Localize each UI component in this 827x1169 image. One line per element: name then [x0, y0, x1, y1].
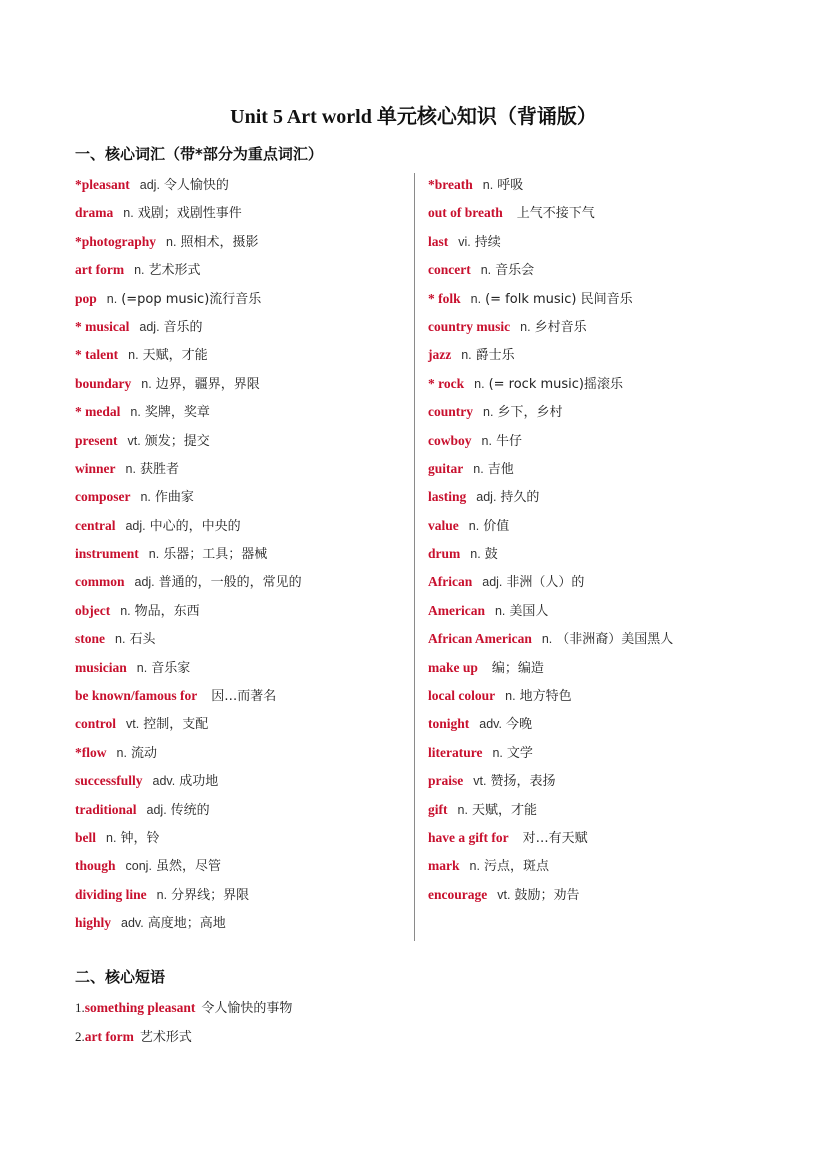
vocab-entry: [75, 485, 405, 513]
vocab-meaning: 乡下，乡村: [497, 405, 563, 421]
vocab-meaning: 奖牌，奖章: [144, 405, 210, 421]
vocab-word: * rock: [428, 375, 465, 391]
vocab-part-of-speech: n.: [106, 830, 117, 845]
vocab-word: object: [75, 602, 111, 618]
vocab-meaning: 令人愉快的: [163, 178, 229, 193]
vocab-entry: [428, 741, 758, 769]
vocab-entry: [428, 883, 758, 911]
vocab-meaning: 颁发；提交: [144, 433, 210, 449]
vocab-entry: [428, 712, 758, 740]
vocab-entry: [75, 343, 405, 371]
vocab-meaning: 高度地；高地: [147, 916, 226, 932]
vocab-meaning: 非洲（人）的: [506, 575, 585, 591]
vocab-meaning: 对…有天赋: [522, 830, 588, 846]
vocab-word: literature: [428, 744, 483, 760]
vocab-part-of-speech: vt.: [127, 433, 141, 448]
vocab-word: bell: [75, 829, 97, 845]
vocab-part-of-speech: adj.: [134, 575, 155, 590]
vocab-part-of-speech: vi.: [458, 234, 471, 249]
vocab-meaning: （非洲裔）美国黑人: [556, 632, 674, 648]
vocab-entry: [428, 457, 758, 485]
vocab-meaning: 照相术，摄影: [180, 234, 259, 250]
vocab-entry: [75, 230, 405, 258]
vocab-part-of-speech: n.: [457, 802, 468, 817]
vocab-entry: [428, 372, 758, 400]
vocab-entry: [75, 429, 405, 457]
vocab-meaning: 音乐会: [495, 263, 535, 279]
vocab-meaning: 乐器；工具；器械: [163, 547, 268, 563]
vocab-word: instrument: [75, 546, 139, 562]
vocab-word: control: [75, 716, 116, 732]
vocab-part-of-speech: n.: [469, 859, 480, 874]
vocab-meaning: 艺术形式: [148, 263, 201, 279]
column-divider: [414, 173, 415, 941]
vocab-word: value: [428, 517, 459, 533]
vocab-entry: [428, 258, 758, 286]
vocab-entry: [75, 627, 405, 655]
vocab-word: winner: [75, 460, 116, 476]
vocab-meaning: 虽然，尽管: [155, 859, 221, 875]
vocab-part-of-speech: vt.: [497, 887, 511, 902]
vocab-meaning: 音乐的: [163, 319, 203, 335]
vocab-entry: [75, 201, 405, 229]
vocab-part-of-speech: n.: [494, 603, 506, 618]
vocab-part-of-speech: n.: [483, 405, 494, 420]
vocab-meaning: 普通的，一般的，常见的: [158, 575, 302, 591]
vocab-word: though: [75, 858, 116, 874]
vocab-meaning: 音乐家: [151, 660, 191, 676]
vocab-part-of-speech: n.: [461, 348, 472, 363]
vocab-part-of-speech: n.: [482, 178, 494, 192]
vocab-part-of-speech: n.: [123, 206, 134, 221]
vocab-meaning: 文学: [506, 745, 533, 761]
vocab-entry: [75, 315, 405, 343]
vocab-part-of-speech: adj.: [125, 518, 146, 533]
vocab-entry: [428, 287, 758, 315]
vocab-word: concert: [428, 262, 471, 278]
vocab-meaning: 鼓励；劝告: [514, 887, 580, 903]
vocab-entry: [428, 400, 758, 428]
vocab-entry: [428, 826, 758, 854]
vocab-entry: [428, 599, 758, 627]
vocab-meaning: 中心的，中央的: [149, 518, 241, 534]
vocab-part-of-speech: adj.: [482, 575, 503, 590]
vocab-entry: [75, 741, 405, 769]
vocab-word: common: [75, 574, 125, 590]
vocab-meaning: 作曲家: [154, 490, 194, 506]
vocab-entry: [428, 854, 758, 882]
vocab-meaning: 污点，斑点: [483, 859, 549, 875]
vocab-meaning: 上气不接下气: [516, 206, 595, 222]
vocab-entry: [428, 485, 758, 513]
vocab-meaning: 天赋，才能: [142, 348, 208, 364]
vocab-entry: [428, 542, 758, 570]
vocab-entry: [428, 315, 758, 343]
vocab-part-of-speech: n.: [166, 234, 177, 249]
vocab-word: *breath: [428, 177, 473, 192]
page-title: Unit 5 Art world 单元核心知识（背诵版）: [230, 106, 597, 128]
vocab-word: successfully: [75, 773, 143, 789]
vocab-word: local colour: [428, 688, 496, 704]
vocab-part-of-speech: n.: [141, 376, 152, 391]
vocab-word: * medal: [75, 404, 121, 420]
vocab-meaning: 物品，东西: [134, 603, 200, 619]
vocab-part-of-speech: n.: [520, 319, 531, 334]
vocab-word: highly: [75, 915, 112, 931]
vocab-word: *pleasant: [75, 177, 130, 192]
vocab-meaning: 成功地: [179, 774, 219, 790]
vocab-meaning: 价值: [483, 518, 510, 534]
phrase-meaning: 令人愉快的事物: [201, 1001, 293, 1016]
vocab-entry: [75, 400, 405, 428]
vocab-part-of-speech: n.: [106, 291, 118, 306]
vocab-entry: [75, 769, 405, 797]
vocab-part-of-speech: adj.: [139, 178, 160, 192]
vocab-word: boundary: [75, 375, 132, 391]
vocab-entry: [75, 287, 405, 315]
vocab-part-of-speech: n.: [492, 745, 503, 760]
vocab-entry: [428, 798, 758, 826]
vocab-word: cowboy: [428, 432, 472, 448]
vocab-meaning: 吉他: [487, 461, 514, 477]
vocab-part-of-speech: adj.: [139, 319, 160, 334]
vocab-entry: [75, 542, 405, 570]
vocab-word: lasting: [428, 489, 467, 505]
vocab-entry: [75, 911, 405, 939]
vocab-meaning: 边界，疆界，界限: [155, 376, 260, 392]
vocab-word: be known/famous for: [75, 688, 198, 704]
vocab-meaning: 分界线；界限: [171, 887, 250, 903]
vocab-column-right: [428, 173, 758, 911]
vocab-word: African American: [428, 631, 532, 647]
vocab-word: African: [428, 574, 473, 590]
vocab-part-of-speech: n.: [120, 603, 131, 618]
vocab-entry: [75, 570, 405, 598]
vocab-word: central: [75, 517, 116, 533]
vocab-meaning: 爵士乐: [475, 348, 515, 364]
vocab-part-of-speech: adv.: [121, 916, 144, 931]
vocab-word: tonight: [428, 716, 470, 732]
vocab-meaning: (= folk music) 民间音乐: [485, 291, 633, 307]
vocab-meaning: 今晚: [505, 717, 532, 733]
phrase-text: something pleasant: [84, 1000, 196, 1015]
vocab-word: last: [428, 233, 449, 249]
vocab-word: country: [428, 404, 473, 420]
vocab-entry: [75, 656, 405, 684]
phrase-entry: [75, 1025, 292, 1054]
vocab-meaning: 编；编造: [491, 660, 544, 676]
vocab-meaning: 流动: [130, 745, 157, 761]
vocab-meaning: 乡村音乐: [534, 319, 587, 335]
vocab-word: encourage: [428, 886, 488, 902]
vocab-part-of-speech: n.: [115, 632, 126, 647]
vocab-entry: [428, 656, 758, 684]
vocab-word: drum: [428, 546, 461, 562]
vocab-word: American: [428, 602, 485, 618]
vocab-meaning: 传统的: [170, 802, 210, 818]
vocab-meaning: 牛仔: [495, 433, 522, 449]
vocab-column-left: [75, 173, 405, 940]
vocab-part-of-speech: adv.: [152, 774, 176, 789]
vocab-word: art form: [75, 262, 125, 278]
vocab-part-of-speech: n.: [541, 632, 553, 647]
vocab-meaning: 美国人: [509, 603, 549, 619]
vocab-meaning: (=pop music)流行音乐: [121, 291, 262, 307]
vocab-word: out of breath: [428, 205, 503, 221]
vocab-entry: [75, 712, 405, 740]
vocab-part-of-speech: vt.: [473, 774, 487, 789]
vocab-meaning: 因…而著名: [211, 689, 277, 705]
vocab-part-of-speech: n.: [468, 518, 480, 533]
vocab-entry: [428, 769, 758, 797]
vocab-part-of-speech: n.: [116, 745, 127, 760]
vocab-part-of-speech: adj.: [146, 802, 167, 817]
vocab-word: musician: [75, 659, 127, 675]
vocab-entry: [428, 201, 758, 229]
vocab-word: pop: [75, 290, 97, 306]
vocab-meaning: 获胜者: [139, 461, 179, 477]
vocab-part-of-speech: n.: [128, 348, 139, 363]
vocab-part-of-speech: n.: [136, 660, 148, 675]
vocab-part-of-speech: n.: [125, 461, 136, 476]
vocab-entry: [75, 684, 405, 712]
vocab-part-of-speech: conj.: [125, 859, 152, 874]
vocab-word: jazz: [428, 347, 452, 363]
vocab-meaning: 鼓: [484, 547, 498, 563]
vocab-meaning: 控制，支配: [143, 717, 209, 733]
vocab-entry: [428, 343, 758, 371]
vocab-word: praise: [428, 773, 464, 789]
vocab-part-of-speech: adv.: [479, 717, 502, 732]
vocab-word: have a gift for: [428, 829, 509, 845]
phrase-number: 2.: [75, 1029, 85, 1044]
vocab-entry: [428, 514, 758, 542]
vocab-word: mark: [428, 858, 460, 874]
vocab-entry: [428, 429, 758, 457]
vocab-word: dividing line: [75, 886, 147, 902]
vocab-word: * musical: [75, 318, 130, 334]
vocab-part-of-speech: n.: [130, 405, 141, 420]
vocab-entry: [75, 883, 405, 911]
vocab-meaning: 持久的: [500, 490, 540, 506]
vocab-meaning: 赞扬，表扬: [490, 774, 556, 790]
vocab-part-of-speech: n.: [148, 547, 160, 562]
vocab-word: traditional: [75, 801, 137, 817]
vocab-entry: [75, 514, 405, 542]
vocab-word: *photography: [75, 233, 157, 249]
vocab-part-of-speech: n.: [156, 887, 168, 902]
vocab-part-of-speech: n.: [474, 376, 485, 391]
vocab-meaning: 呼吸: [497, 178, 524, 193]
vocab-word: drama: [75, 205, 114, 221]
vocab-word: * talent: [75, 347, 119, 363]
vocab-entry: [428, 173, 758, 201]
vocab-word: make up: [428, 659, 478, 675]
vocab-word: gift: [428, 801, 448, 817]
phrase-meaning: 艺术形式: [139, 1030, 192, 1045]
vocab-part-of-speech: n.: [473, 461, 484, 476]
vocab-entry: [75, 457, 405, 485]
vocab-meaning: 地方特色: [519, 689, 572, 705]
vocab-meaning: 钟，铃: [120, 830, 160, 846]
vocab-entry: [75, 173, 405, 201]
vocab-entry: [75, 826, 405, 854]
vocab-part-of-speech: n.: [481, 433, 492, 448]
vocab-part-of-speech: n.: [134, 263, 145, 278]
vocab-word: stone: [75, 631, 105, 647]
vocab-meaning: 戏剧；戏剧性事件: [137, 206, 242, 222]
vocab-part-of-speech: vt.: [126, 717, 140, 732]
vocab-entry: [75, 599, 405, 627]
vocab-word: * folk: [428, 290, 461, 306]
vocab-meaning: (= rock music)摇滚乐: [488, 376, 623, 392]
vocab-entry: [428, 230, 758, 258]
vocab-entry: [428, 684, 758, 712]
vocab-entry: [75, 372, 405, 400]
section-vocabulary-title: 一、核心词汇（带*部分为重点词汇）: [75, 145, 323, 163]
vocab-part-of-speech: adj.: [476, 490, 497, 505]
vocab-part-of-speech: n.: [505, 689, 516, 704]
vocab-meaning: 石头: [129, 632, 156, 648]
phrase-text: art form: [84, 1029, 134, 1044]
vocab-entry: [75, 258, 405, 286]
vocab-part-of-speech: n.: [470, 547, 481, 562]
phrase-entry: [75, 996, 292, 1025]
vocab-word: country music: [428, 318, 511, 334]
phrase-number: 1.: [75, 1000, 85, 1015]
vocab-word: composer: [75, 489, 131, 505]
vocab-meaning: 天赋，才能: [471, 802, 537, 818]
vocab-part-of-speech: n.: [470, 291, 482, 306]
vocab-entry: [75, 854, 405, 882]
vocab-word: *flow: [75, 744, 107, 760]
vocab-word: present: [75, 432, 118, 448]
vocab-meaning: 持续: [474, 234, 501, 250]
vocab-entry: [428, 627, 758, 655]
section-phrases-title: 二、核心短语: [75, 968, 166, 986]
vocab-word: guitar: [428, 460, 464, 476]
vocab-part-of-speech: n.: [140, 490, 151, 505]
vocab-entry: [75, 798, 405, 826]
phrase-list: [75, 996, 292, 1054]
vocab-part-of-speech: n.: [480, 263, 492, 278]
vocab-entry: [428, 570, 758, 598]
